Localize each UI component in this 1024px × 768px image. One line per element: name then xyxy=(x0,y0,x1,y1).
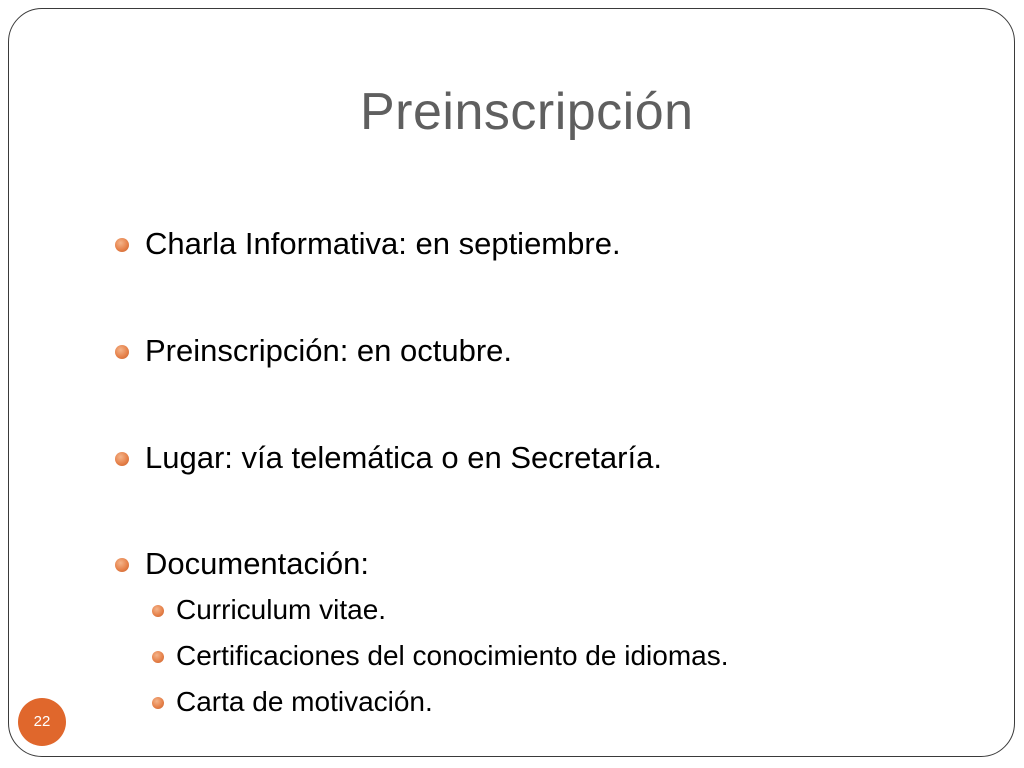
sub-bullet-item xyxy=(176,640,729,672)
bullet-dot-icon xyxy=(115,558,129,572)
bullet-text: Charla Informativa: en septiembre. xyxy=(145,226,621,261)
slide-title: Preinscripción xyxy=(360,83,694,141)
bullet-item xyxy=(145,546,369,582)
bullet-item xyxy=(145,333,512,369)
bullet-dot-icon xyxy=(152,697,164,709)
sub-bullet-text: Carta de motivación. xyxy=(176,686,433,717)
slide-number-badge: 22 xyxy=(18,698,66,746)
sub-bullet-text: Certificaciones del conocimiento de idiomas. xyxy=(176,640,729,671)
sub-bullet-text: Curriculum vitae. xyxy=(176,594,387,625)
bullet-dot-icon xyxy=(152,651,164,663)
bullet-text: Lugar: vía telemática o en Secretaría. xyxy=(145,440,662,475)
bullet-dot-icon xyxy=(115,238,129,252)
sub-bullet-item xyxy=(176,686,433,718)
bullet-item xyxy=(145,226,621,262)
bullet-text: Documentación: xyxy=(145,546,370,581)
sub-bullet-item xyxy=(176,594,386,626)
bullet-text: Preinscripción: en octubre. xyxy=(145,333,513,368)
bullet-dot-icon xyxy=(152,605,164,617)
bullet-item xyxy=(145,440,662,476)
bullet-dot-icon xyxy=(115,452,129,466)
bullet-dot-icon xyxy=(115,345,129,359)
